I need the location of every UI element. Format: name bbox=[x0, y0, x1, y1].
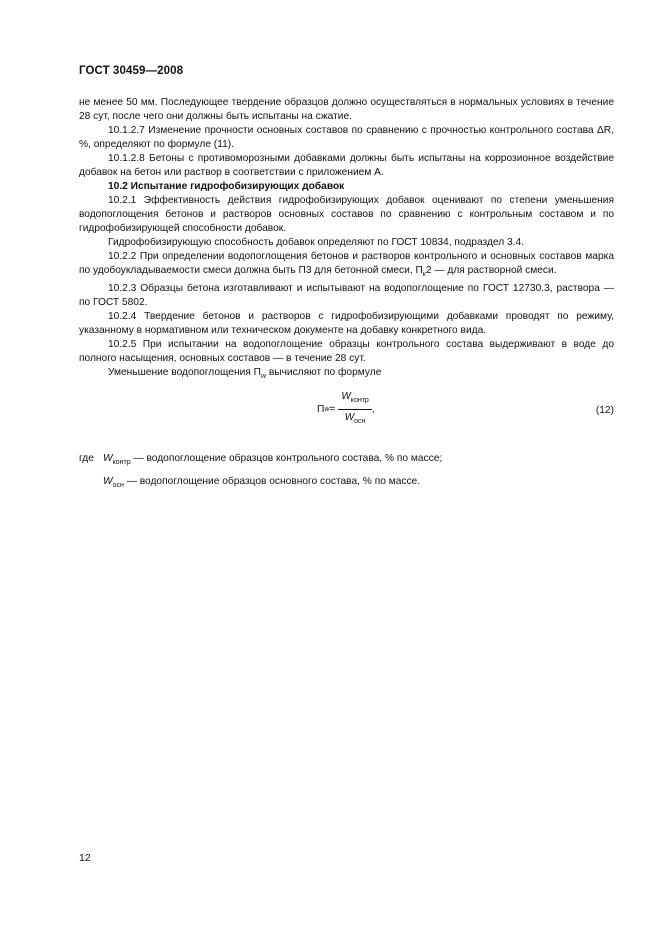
formula-intro-before: Уменьшение водопоглощения П bbox=[108, 367, 261, 379]
definition-description: — водопоглощение образцов контрольного состава, % по массе; bbox=[130, 453, 443, 465]
formula-intro-sub: w bbox=[260, 373, 266, 381]
equation-number: (12) bbox=[595, 405, 614, 417]
definition-w-kontr bbox=[79, 452, 614, 470]
definition-sub: осн bbox=[112, 482, 124, 490]
paragraph-10-2-1: 10.2.1 Эффективность действия гидрофобизирующих добавок оценивают по степени уменьшения водопоглощения бетонов и растворов основных составов по сравнению с контрольным составом и по гидрофобизирующей способности добавок. bbox=[79, 195, 614, 234]
variable-definitions bbox=[79, 452, 614, 493]
formula-12 bbox=[79, 386, 614, 438]
formula-expression bbox=[317, 390, 375, 429]
paragraph-hydrophobic-capacity: Гидрофобизирующую способность добавок определяют по ГОСТ 10834, подраздел 3.4. bbox=[108, 237, 524, 248]
paragraph-continuation: не менее 50 мм. Последующее твердение образцов должно осуществляться в нормальных условиях в течение 28 сут, после чего они должны быть испытаны на сжатие. bbox=[79, 97, 614, 122]
formula-lhs-sub: w bbox=[324, 405, 330, 413]
p-10-2-2-before: 10.2.2 При определении водопоглощения бетонов и растворов контрольного и основных составов марка по удобоукладываемости смеси должна быть П3 для бетонной смеси, П bbox=[79, 251, 614, 276]
page-number: 12 bbox=[79, 852, 91, 864]
denominator-sub: осн bbox=[354, 418, 366, 426]
section-heading-10-2: 10.2 Испытание гидрофобизирующих добавок bbox=[108, 181, 345, 192]
numerator-symbol: W bbox=[341, 391, 351, 403]
document-header: ГОСТ 30459—2008 bbox=[79, 65, 184, 77]
formula-lhs: П bbox=[317, 403, 325, 415]
definition-lead: где bbox=[79, 453, 94, 465]
paragraph-10-2-3: 10.2.3 Образцы бетона изготавливают и испытывают на водопоглощение по ГОСТ 12730.3, растворa — по ГОСТ 5802. bbox=[79, 283, 614, 309]
formula-denominator bbox=[342, 410, 369, 429]
definition-description: — водопоглощение образцов основного состава, % по массе. bbox=[123, 476, 421, 488]
document-body bbox=[79, 96, 614, 498]
definition-text bbox=[103, 475, 420, 493]
paragraph-10-2-5: 10.2.5 При испытании на водопоглощение образцы контрольного состава выдерживают в воде до полного насыщения, основных составов — в течение 28 сут. bbox=[79, 339, 614, 365]
formula-intro bbox=[79, 366, 614, 384]
denominator-symbol: W bbox=[344, 412, 355, 424]
paragraph-10-2-4: 10.2.4 Твердение бетонов и растворов с гидрофобизирующими добавками проводят по режиму, указанному в нормативном или техническом документе на добавку конкретного вида. bbox=[79, 311, 614, 337]
paragraph-10-1-2-7: 10.1.2.7 Изменение прочности основных составов по сравнению с прочностью контрольного состава ΔR, %, определяют по формуле (11). bbox=[79, 125, 614, 150]
definition-text bbox=[103, 452, 442, 470]
formula-fraction bbox=[338, 390, 371, 429]
paragraph-10-2-2 bbox=[79, 250, 614, 282]
definition-symbol: W bbox=[103, 476, 113, 488]
paragraph-10-1-2-8: 10.1.2.8 Бетоны с противоморозными добавками должны быть испытаны на коррозионное воздействие добавок на бетон или раствор в соответствии с приложением А. bbox=[79, 153, 614, 178]
formula-trailing-comma: , bbox=[371, 403, 375, 415]
p-10-2-2-sub: к bbox=[422, 271, 426, 279]
definition-sub: контр bbox=[112, 459, 131, 467]
definition-w-osn bbox=[79, 475, 614, 493]
formula-equals: = bbox=[329, 403, 336, 415]
p-10-2-2-after: 2 — для растворной смеси. bbox=[425, 265, 557, 276]
definition-symbol: W bbox=[103, 453, 113, 465]
formula-numerator bbox=[338, 390, 371, 410]
formula-intro-after: вычисляют по формуле bbox=[266, 367, 382, 379]
numerator-sub: контр bbox=[350, 397, 369, 405]
